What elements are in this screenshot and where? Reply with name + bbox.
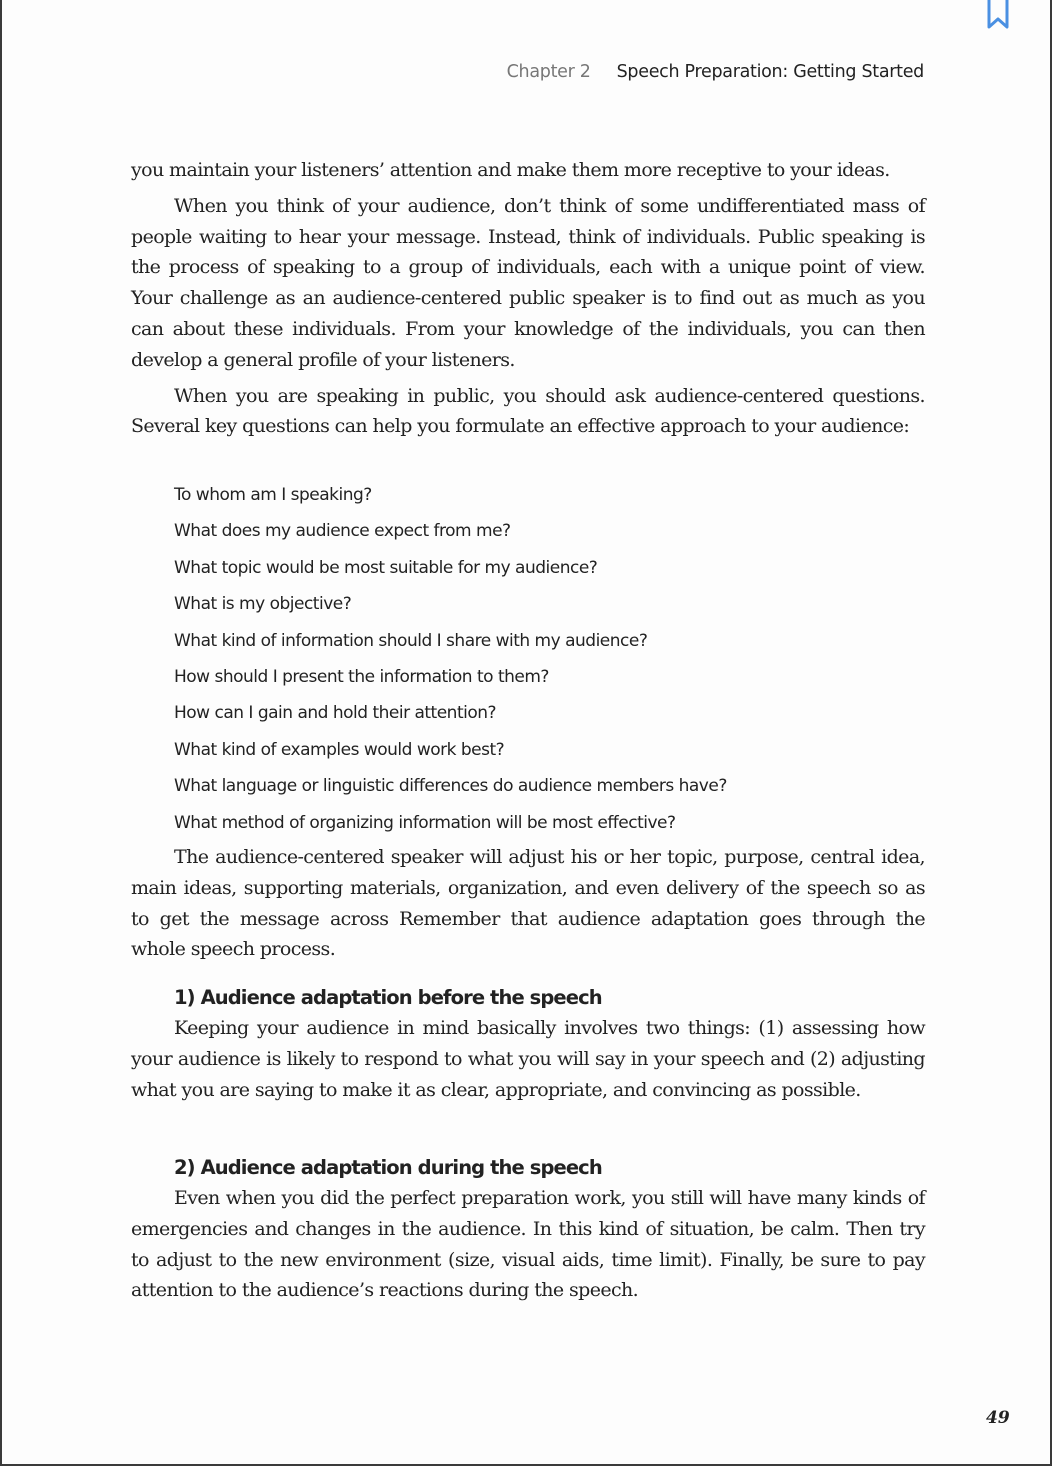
section-heading-during: 2) Audience adaptation during the speech [174, 1156, 602, 1179]
section-heading-before: 1) Audience adaptation before the speech [174, 986, 602, 1009]
list-item: What language or linguistic differences do audience members have? [174, 776, 727, 797]
list-item: What kind of information should I share with my audience? [174, 630, 648, 651]
intro-text [131, 155, 925, 442]
running-head [2, 62, 924, 82]
paragraph-individuals: When you think of your audience, don’t think of some undifferentiated mass of people waiting to hear your message. Instead, think of individuals. Public speaking is the process of speaking to a group of individuals, each with a unique point of view. Your challenge as an audience-centered public speaker is to find out as much as you can about these individuals. From your knowledge of the individuals, you can then develop a general profile of your listeners. [131, 194, 925, 371]
list-item: What topic would be most suitable for my audience? [174, 557, 598, 578]
list-item: What method of organizing information will be most effective? [174, 812, 676, 833]
paragraph-before-speech: Keeping your audience in mind basically involves two things: (1) assessing how your audience is likely to respond to what you will say in your speech and (2) adjusting what you are saying to make it as clear, appropriate, and convincing as possible. [131, 1017, 925, 1101]
list-item: How should I present the information to them? [174, 666, 549, 687]
list-item: What does my audience expect from me? [174, 521, 511, 542]
page-number: 49 [986, 1408, 1010, 1428]
chapter-label: Chapter 2 [506, 62, 591, 82]
paragraph-closing: The audience-centered speaker will adjust his or her topic, purpose, central idea, main ideas, supporting materials, organization, and even delivery of the speech so as to get the message across Remember that audience adaptation goes through the whole speech process. [131, 846, 925, 961]
list-item: What kind of examples would work best? [174, 739, 505, 760]
list-item: To whom am I speaking? [174, 485, 372, 505]
closing-text [131, 842, 925, 965]
chapter-title: Speech Preparation: Getting Started [616, 62, 924, 82]
paragraph-questions-intro: When you are speaking in public, you should ask audience-centered questions. Several key questions can help you formulate an effective approach to your audience: [131, 384, 925, 438]
question-list [174, 483, 727, 847]
section-text-before [131, 1013, 925, 1105]
paragraph-during-speech: Even when you did the perfect preparation work, you still will have many kinds of emergencies and changes in the audience. In this kind of situation, be calm. Then try to adjust to the new environment (size, visual aids, time limit). Finally, be sure to pay attention to the audience’s reactions during the speech. [131, 1187, 925, 1302]
list-item: How can I gain and hold their attention? [174, 703, 497, 724]
paragraph-continued: you maintain your listeners’ attention and make them more receptive to your ideas. [131, 159, 890, 181]
bookmark-icon[interactable] [986, 0, 1010, 30]
section-text-during [131, 1183, 925, 1306]
list-item: What is my objective? [174, 594, 352, 615]
